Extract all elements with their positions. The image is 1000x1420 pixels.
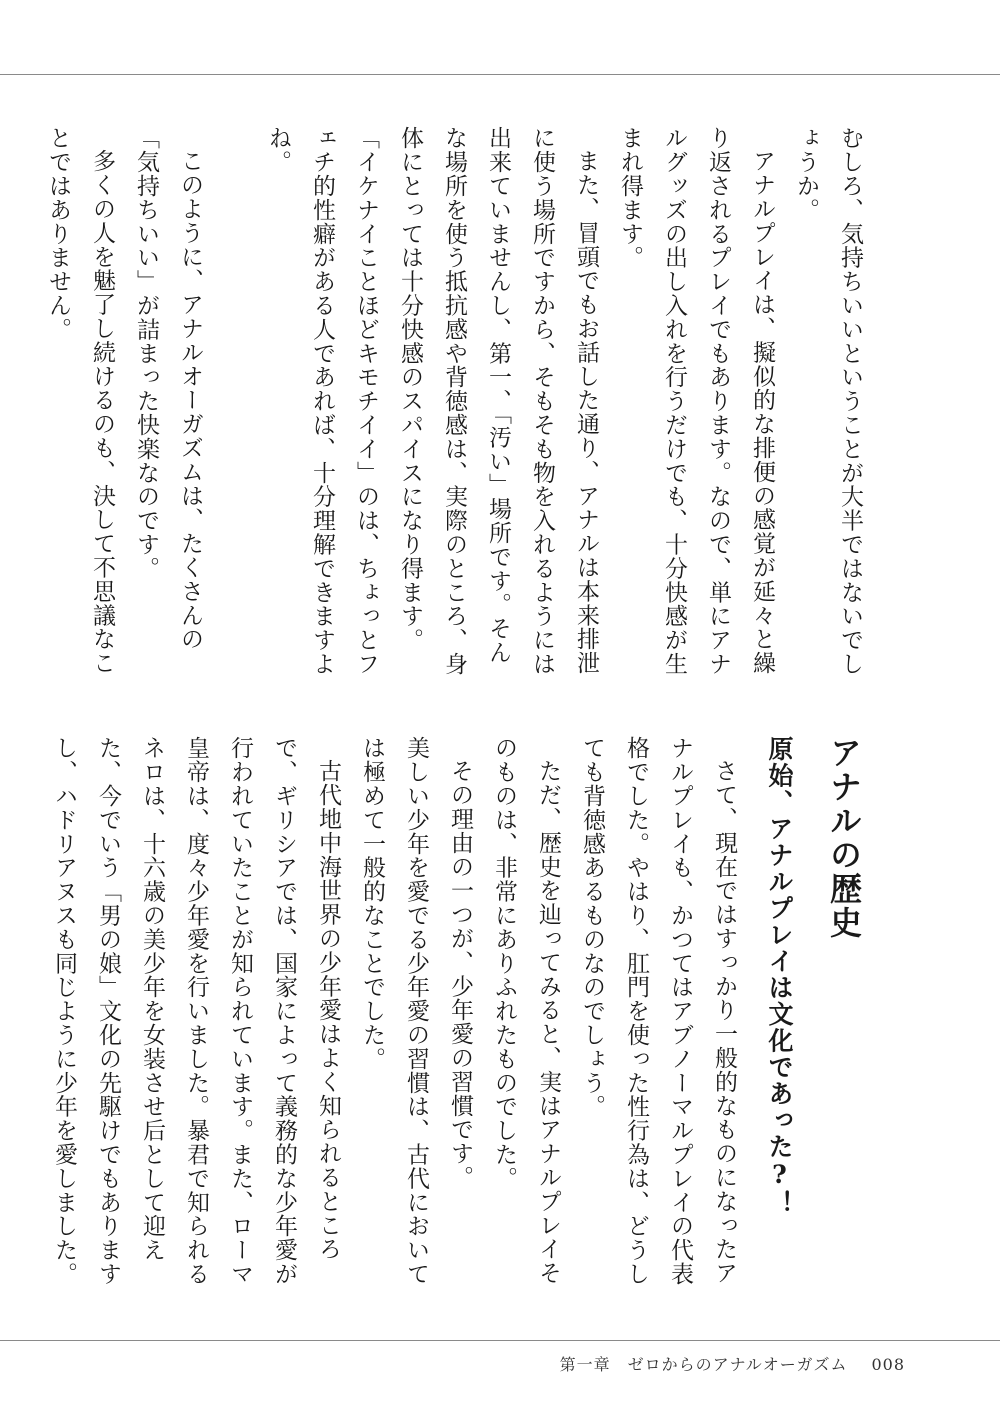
page-number: 008 bbox=[871, 1355, 905, 1374]
paragraph: 「イケナイことほどキモチイイ」のは、ちょっとフェチ的性癖がある人であれば、十分理解できますよね。 bbox=[265, 126, 379, 676]
paragraph: 多くの人を魅了し続けるのも、決して不思議なことではありません。 bbox=[45, 126, 115, 675]
paragraph: さて、現在ではすっかり一般的なものになったアナルプレイも、かつてはアブノーマルプレイの代表格でした。やはり、肛門を使った性行為は、どうしても背徳感あるものなのでしょう。 bbox=[579, 736, 737, 1286]
paragraph: むしろ、気持ちいいということが大半ではないでしょうか。 bbox=[793, 126, 863, 676]
paragraph: アナルプレイは、擬似的な排便の感覚が延々と繰り返されるプレイでもあります。なので、単にアナルグッズの出し入れを行うだけでも、十分快感が生まれ得ます。 bbox=[617, 126, 775, 676]
paragraph: このように、アナルオーガズムは、たくさんの「気持ちいい」が詰まった快楽なのです。 bbox=[133, 126, 203, 651]
page-footer bbox=[560, 1352, 905, 1375]
section-heading: アナルの歴史 bbox=[825, 736, 863, 940]
blank-line bbox=[212, 126, 256, 686]
paragraph: その理由の一つが、少年愛の習慣です。 bbox=[447, 759, 473, 1190]
bottom-rule bbox=[0, 1340, 1000, 1341]
paragraph: ただ、歴史を辿ってみると、実はアナルプレイそのものは、非常にありふれたものでした。 bbox=[491, 736, 561, 1285]
lower-text-block bbox=[51, 736, 872, 1296]
paragraph: 古代地中海世界の少年愛はよく知られるところで、ギリシアでは、国家によって義務的な少年愛が行われていたことが知られています。また、ローマ皇帝は、度々少年愛を行いました。暴君で知られるネロは、十六歳の美少年を女装させ后として迎えた、今でいう「男の娘」文化の先駆けでもありますし、ハドリアヌスも同じように少年を愛しました。 bbox=[51, 736, 341, 1286]
upper-text-block bbox=[45, 126, 872, 686]
top-rule bbox=[0, 74, 1000, 75]
paragraph: 美しい少年を愛でる少年愛の習慣は、古代においては極めて一般的なことでした。 bbox=[359, 736, 429, 1286]
paragraph: また、冒頭でもお話した通り、アナルは本来排泄に使う場所ですから、そもそも物を入れるようには出来ていませんし、第一、「汚い」場所です。そんな場所を使う抵抗感や背徳感は、実際のところ、身体にとっては十分快感のスパイスになり得ます。 bbox=[397, 126, 599, 676]
chapter-title: 第一章 ゼロからのアナルオーガズム bbox=[559, 1355, 848, 1374]
section-subheading: 原始、アナルプレイは文化であった?！ bbox=[765, 736, 794, 1217]
